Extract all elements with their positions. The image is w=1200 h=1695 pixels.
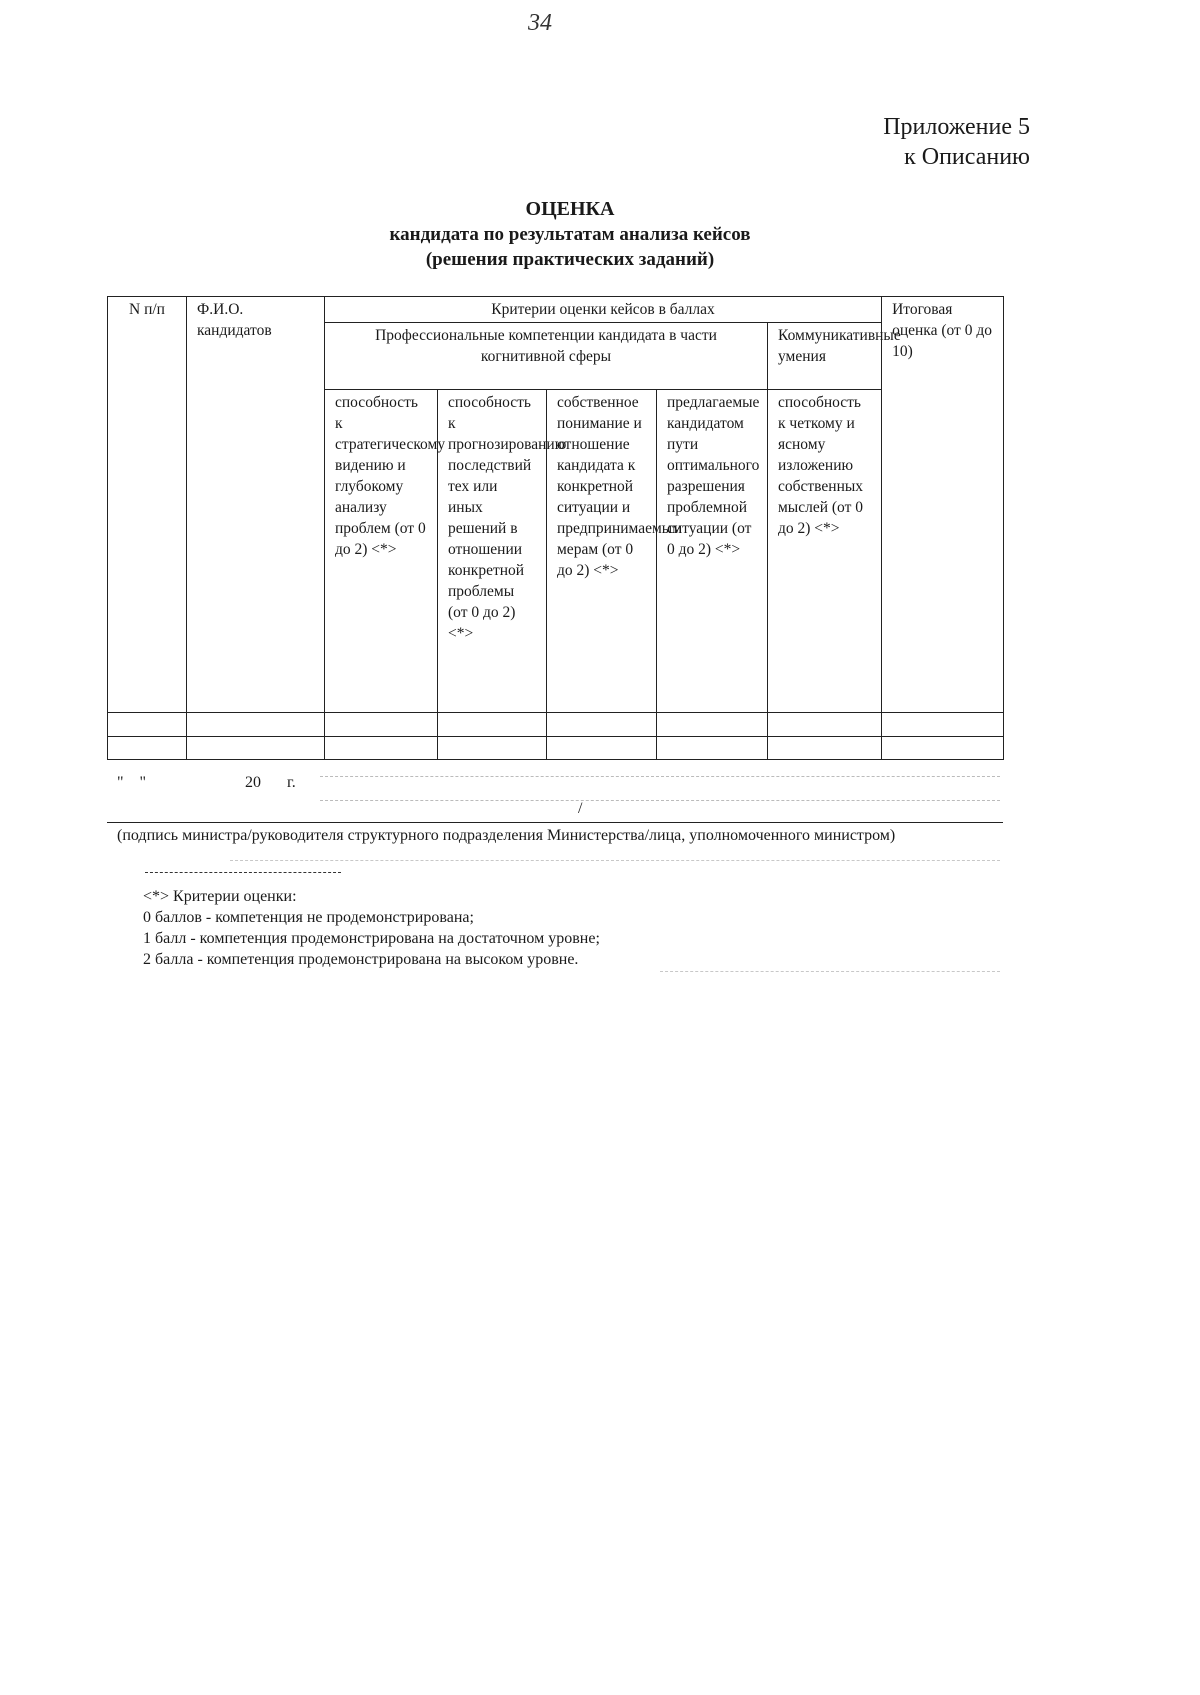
date-line xyxy=(117,774,296,792)
signature-slash: / xyxy=(578,800,583,817)
date-year-prefix: 20 xyxy=(245,774,261,791)
header-professional: Профессиональные компетенции кандидата в части когнитивной сферы xyxy=(325,323,768,390)
scan-artifact-line xyxy=(320,776,1000,777)
header-number: N п/п xyxy=(108,297,187,713)
criterion-2: способность к прогнозированию последствий тех или иных решений в отношении конкретной проблемы (от 0 до 2) <*> xyxy=(438,390,547,713)
table-cell xyxy=(108,736,187,759)
criterion-1: способность к стратегическому видению и глубокому анализу проблем (от 0 до 2) <*> xyxy=(325,390,438,713)
scan-artifact-line xyxy=(320,800,1000,801)
table-cell xyxy=(438,713,547,736)
table-cell xyxy=(768,736,882,759)
table-cell xyxy=(768,713,882,736)
footnotes xyxy=(143,886,600,970)
table-row xyxy=(108,713,1004,736)
table-cell xyxy=(187,736,325,759)
scan-artifact-line xyxy=(660,971,1000,972)
header-criteria: Критерии оценки кейсов в баллах xyxy=(325,297,882,323)
footnote-header: <*> Критерии оценки: xyxy=(143,888,297,905)
table-cell xyxy=(657,713,768,736)
signature-caption: (подпись министра/руководителя структурного подразделения Министерства/лица, уполномоченного министром) xyxy=(117,827,896,844)
footnote-item: 0 баллов - компетенция не продемонстрирована; xyxy=(143,909,474,926)
signature-rule xyxy=(107,822,1003,823)
criterion-3: собственное понимание и отношение кандидата к конкретной ситуации и предпринимаемым мерам (от 0 до 2) <*> xyxy=(547,390,657,713)
table-cell xyxy=(547,713,657,736)
evaluation-table xyxy=(107,296,1004,760)
criterion-4: предлагаемые кандидатом пути оптимального разрешения проблемной ситуации (от 0 до 2) <*> xyxy=(657,390,768,713)
appendix-label xyxy=(883,112,1030,172)
document-title xyxy=(0,196,1140,272)
criterion-5: способность к четкому и ясному изложению собственных мыслей (от 0 до 2) <*> xyxy=(768,390,882,713)
header-name: Ф.И.О. кандидатов xyxy=(187,297,325,713)
title-line-3: (решения практических заданий) xyxy=(425,249,715,270)
appendix-line-1: Приложение 5 xyxy=(883,114,1030,140)
table-row xyxy=(108,736,1004,759)
header-final-score: Итоговая оценка (от 0 до 10) xyxy=(882,297,1004,713)
page-number: 34 xyxy=(528,10,552,36)
footnote-separator xyxy=(145,872,341,873)
title-line-2: кандидата по результатам анализа кейсов xyxy=(389,224,751,245)
table-cell xyxy=(438,736,547,759)
table-cell xyxy=(657,736,768,759)
footnote-item: 2 балла - компетенция продемонстрирована на высоком уровне. xyxy=(143,951,579,968)
table-cell xyxy=(108,713,187,736)
appendix-line-2: к Описанию xyxy=(904,144,1030,170)
table-cell xyxy=(547,736,657,759)
footnote-item: 1 балл - компетенция продемонстрирована на достаточном уровне; xyxy=(143,930,600,947)
table-cell xyxy=(882,713,1004,736)
header-communicative: Коммуникативные умения xyxy=(768,323,882,390)
table-cell xyxy=(187,713,325,736)
table-cell xyxy=(325,713,438,736)
title-main: ОЦЕНКА xyxy=(525,198,615,220)
table-cell xyxy=(325,736,438,759)
date-year-suffix: г. xyxy=(287,774,296,791)
date-quotes: " " xyxy=(117,774,147,791)
scan-artifact-line xyxy=(230,860,1000,861)
table-cell xyxy=(882,736,1004,759)
